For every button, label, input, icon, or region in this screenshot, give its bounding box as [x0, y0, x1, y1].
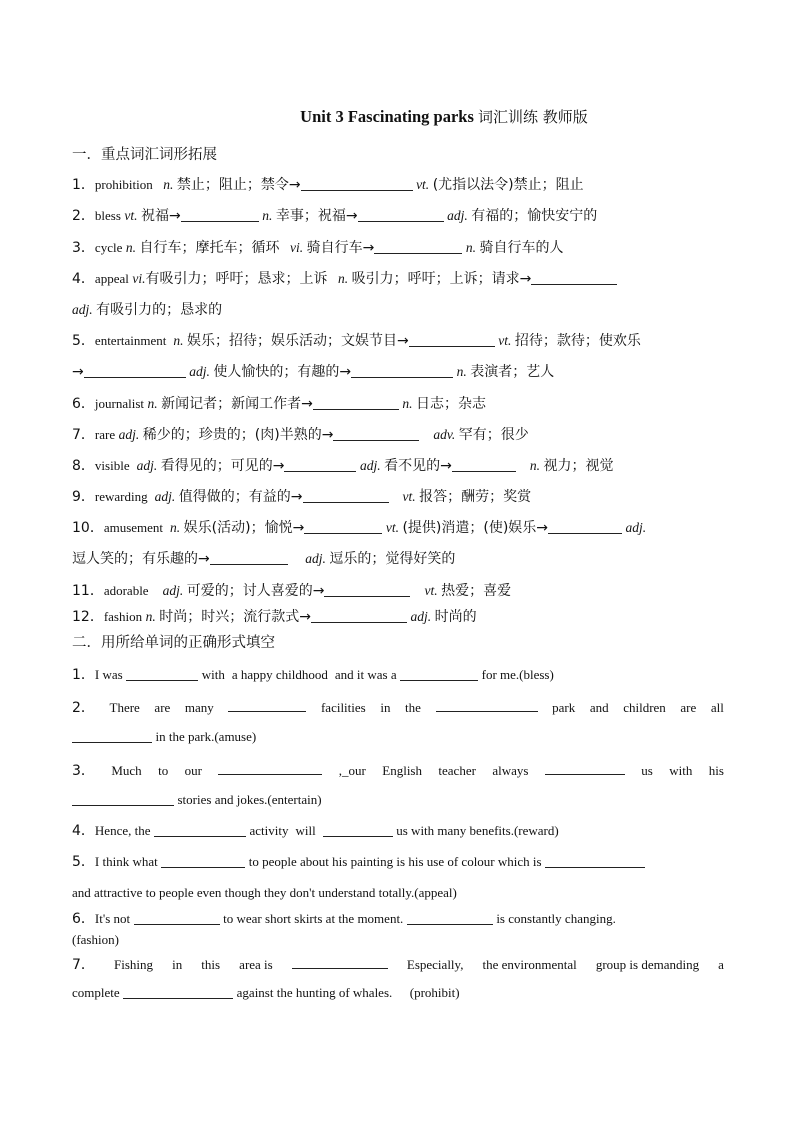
- vocab-item-4-cont: adj. 有吸引力的；恳求的: [72, 302, 223, 318]
- answer-blank[interactable]: [452, 457, 516, 472]
- answer-blank[interactable]: [72, 728, 152, 743]
- vocab-item-7: 7．rare adj. 稀少的；珍贵的；(肉)半熟的→ adv. 罕有；很少: [72, 427, 529, 443]
- vocab-item-10: 10．amusement n. 娱乐(活动)；愉悦→ vt. (提供)消遣；(使)娱乐→ adj.: [72, 520, 647, 536]
- answer-blank[interactable]: [301, 176, 413, 191]
- answer-blank[interactable]: [358, 207, 444, 222]
- vocab-item-9: 9．rewarding adj. 值得做的；有益的→ vt. 报答；酬劳；奖赏: [72, 489, 532, 505]
- answer-blank[interactable]: [333, 426, 419, 441]
- vocab-item-6: 6．journalist n. 新闻记者；新闻工作者→ n. 日志；杂志: [72, 396, 487, 412]
- answer-blank[interactable]: [304, 519, 382, 534]
- fill-q7-cont: complete against the hunting of whales. (prohibit): [72, 985, 460, 1000]
- fill-q7: 7． Fishing in this area is Especially, the environmental group is demanding a: [72, 954, 724, 974]
- answer-blank[interactable]: [84, 363, 186, 378]
- answer-blank[interactable]: [311, 608, 407, 623]
- vocab-item-2: 2．bless vt. 祝福→ n. 幸事；祝福→ adj. 有福的；愉快安宁的: [72, 208, 598, 224]
- fill-q5: 5．I think what to people about his painting is his use of colour which is: [72, 853, 724, 872]
- answer-blank[interactable]: [400, 666, 478, 681]
- title-chinese: 词汇训练 教师版: [478, 108, 588, 126]
- fill-q1: 1．I was with a happy childhood and it was a for me.(bless): [72, 667, 554, 683]
- answer-blank[interactable]: [324, 582, 410, 597]
- answer-blank[interactable]: [181, 207, 259, 222]
- answer-blank[interactable]: [210, 550, 288, 565]
- section1-heading: 一．重点词汇词形拓展: [72, 147, 217, 163]
- answer-blank[interactable]: [407, 910, 493, 925]
- answer-blank[interactable]: [531, 270, 617, 285]
- answer-blank[interactable]: [409, 332, 495, 347]
- answer-blank[interactable]: [313, 395, 399, 410]
- answer-blank[interactable]: [284, 457, 356, 472]
- vocab-item-5: 5．entertainment n. 娱乐；招待；娱乐活动；文娱节目→ vt. 招待；款待；使欢乐: [72, 333, 641, 349]
- answer-blank[interactable]: [126, 666, 198, 681]
- fill-q3: 3． Much to our ,_our English teacher always us with his: [72, 760, 724, 780]
- answer-blank[interactable]: [436, 697, 538, 712]
- answer-blank[interactable]: [545, 760, 625, 775]
- vocab-item-5-cont: → adj. 使人愉快的；有趣的→ n. 表演者；艺人: [72, 364, 555, 380]
- answer-blank[interactable]: [154, 822, 246, 837]
- answer-blank[interactable]: [218, 760, 322, 775]
- answer-blank[interactable]: [548, 519, 622, 534]
- vocab-item-8: 8．visible adj. 看得见的；可见的→ adj. 看不见的→ n. 视力；视觉: [72, 458, 614, 474]
- answer-blank[interactable]: [228, 697, 306, 712]
- vocab-item-4: 4．appeal vi.有吸引力；呼吁；恳求；上诉 n. 吸引力；呼吁；上诉；请求→: [72, 270, 724, 289]
- answer-blank[interactable]: [323, 822, 393, 837]
- answer-blank[interactable]: [134, 910, 220, 925]
- vocab-item-10-cont: 逗人笑的；有乐趣的→ adj. 逗乐的；觉得好笑的: [72, 551, 456, 567]
- page-title: [0, 106, 794, 127]
- vocab-item-1: 1．prohibition n. 禁止；阻止；禁令→ vt. (尤指以法令)禁止；阻止: [72, 177, 584, 193]
- answer-blank[interactable]: [123, 984, 233, 999]
- fill-q2-cont: in the park.(amuse): [72, 728, 724, 747]
- fill-q4: 4．Hence, the activity will us with many benefits.(reward): [72, 823, 559, 839]
- vocab-item-3: 3．cycle n. 自行车；摩托车；循环 vi. 骑自行车→ n. 骑自行车的人: [72, 240, 564, 256]
- fill-q6-cont: (fashion): [72, 932, 119, 947]
- answer-blank[interactable]: [161, 853, 245, 868]
- fill-q6: 6．It's not to wear short skirts at the moment. is constantly changing.: [72, 911, 616, 927]
- answer-blank[interactable]: [545, 853, 645, 868]
- answer-blank[interactable]: [72, 791, 174, 806]
- section2-heading: 二．用所给单词的正确形式填空: [72, 635, 275, 651]
- fill-q5-cont: and attractive to people even though they don't understand totally.(appeal): [72, 885, 457, 900]
- answer-blank[interactable]: [292, 954, 388, 969]
- fill-q3-cont: stories and jokes.(entertain): [72, 791, 724, 810]
- vocab-item-12: 12．fashion n. 时尚；时兴；流行款式→ adj. 时尚的: [72, 609, 477, 625]
- answer-blank[interactable]: [303, 488, 389, 503]
- fill-q2: 2． There are many facilities in the park and children are all: [72, 697, 724, 717]
- answer-blank[interactable]: [374, 239, 462, 254]
- answer-blank[interactable]: [351, 363, 453, 378]
- vocab-item-11: 11．adorable adj. 可爱的；讨人喜爱的→ vt. 热爱；喜爱: [72, 583, 512, 599]
- title-english: Unit 3 Fascinating parks: [300, 107, 474, 126]
